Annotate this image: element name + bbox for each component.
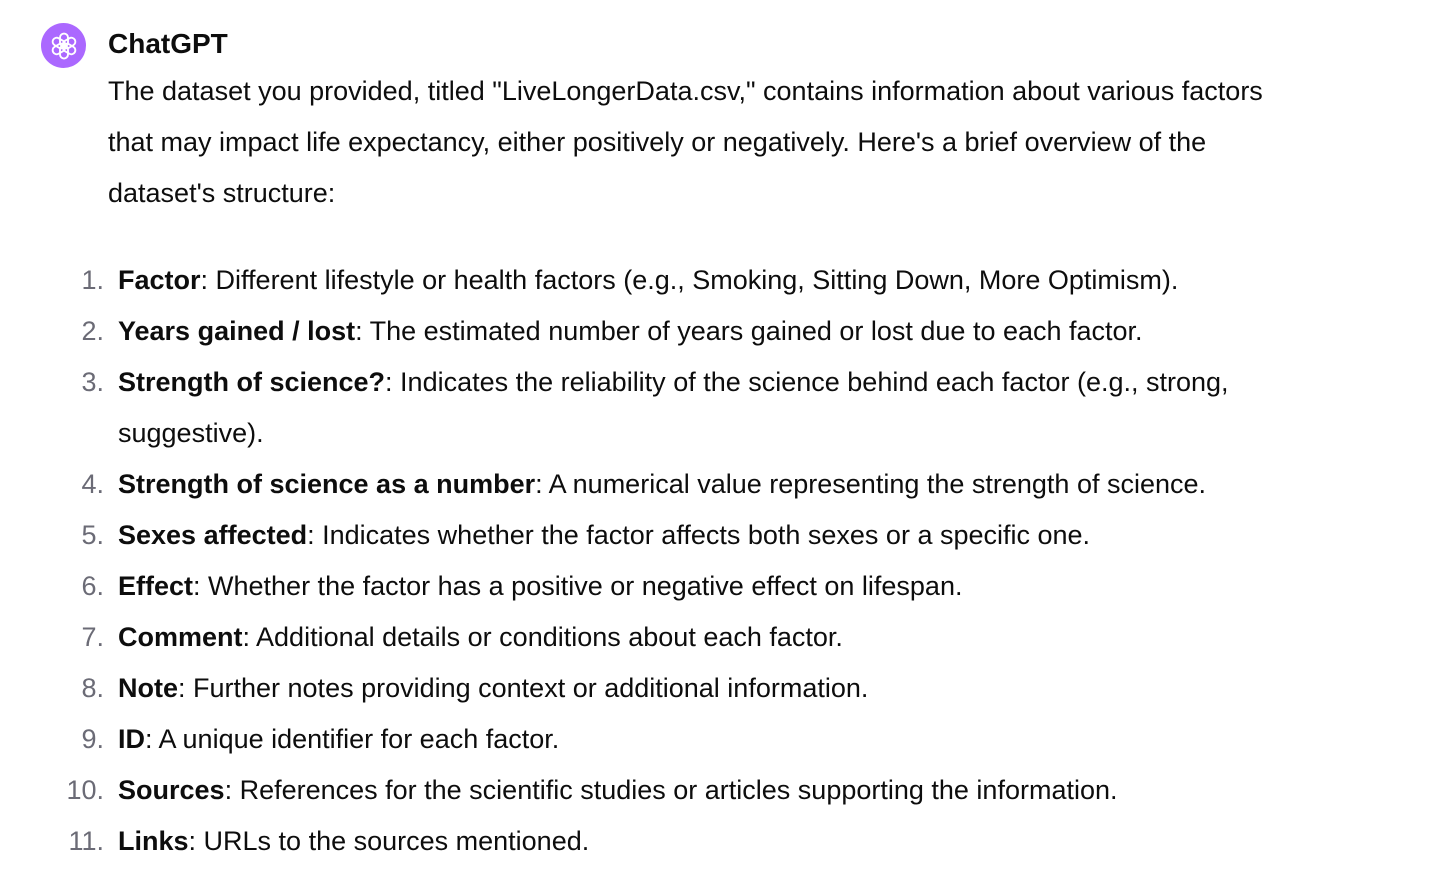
list-item-number: 6.	[81, 571, 104, 601]
list-item-line	[118, 561, 1400, 612]
list-item-body	[118, 765, 1400, 816]
list-item-number: 3.	[81, 367, 104, 397]
field-name: Strength of science as a number	[118, 469, 536, 499]
list-item	[0, 561, 1400, 612]
field-description: : Further notes providing context or additional information.	[178, 673, 869, 703]
list-item-line	[118, 714, 1400, 765]
field-name: Effect	[118, 571, 194, 601]
list-item	[0, 612, 1400, 663]
field-name: Links	[118, 826, 189, 856]
list-item-number: 7.	[81, 622, 104, 652]
list-item-body	[118, 306, 1400, 357]
list-item	[0, 357, 1400, 459]
list-item-body	[118, 816, 1400, 867]
list-item-body	[118, 459, 1400, 510]
list-item-line	[118, 408, 1400, 459]
list-item-number: 5.	[81, 520, 104, 550]
list-item	[0, 816, 1400, 867]
list-item-line	[118, 306, 1400, 357]
list-item-body	[118, 255, 1400, 306]
list-item	[0, 765, 1400, 816]
field-description: : A unique identifier for each factor.	[145, 724, 560, 754]
field-name: Strength of science?	[118, 367, 386, 397]
list-item-body	[118, 561, 1400, 612]
list-item-line	[118, 255, 1400, 306]
field-name: Sources	[118, 775, 225, 805]
list-item-line	[118, 612, 1400, 663]
field-name: ID	[118, 724, 145, 754]
field-description: : Indicates the reliability of the science behind each factor (e.g., strong,	[385, 367, 1229, 397]
list-item-number: 10.	[66, 775, 104, 805]
avatar	[41, 23, 86, 68]
field-description: : References for the scientific studies or articles supporting the information.	[224, 775, 1118, 805]
list-item-body	[118, 357, 1400, 459]
field-name: Sexes affected	[118, 520, 308, 550]
field-description: : Whether the factor has a positive or negative effect on lifespan.	[193, 571, 963, 601]
field-description: : Indicates whether the factor affects both sexes or a specific one.	[307, 520, 1091, 550]
list-item-line	[118, 765, 1400, 816]
field-description: suggestive).	[118, 418, 264, 448]
field-list	[0, 255, 1400, 867]
list-item	[0, 255, 1400, 306]
field-name: Factor	[118, 265, 201, 295]
list-item-body	[118, 714, 1400, 765]
field-name: Comment	[118, 622, 243, 652]
list-item-body	[118, 510, 1400, 561]
list-item-line	[118, 663, 1400, 714]
field-name: Years gained / lost	[118, 316, 356, 346]
list-item	[0, 306, 1400, 357]
intro-line: The dataset you provided, titled "LiveLongerData.csv," contains information about various factors	[108, 76, 1263, 106]
list-item	[0, 459, 1400, 510]
intro-line: dataset's structure:	[108, 178, 336, 208]
list-item	[0, 510, 1400, 561]
message-author: ChatGPT	[108, 28, 228, 59]
list-item-number: 1.	[81, 265, 104, 295]
list-item-line	[118, 816, 1400, 867]
field-name: Note	[118, 673, 178, 703]
field-description: : A numerical value representing the strength of science.	[535, 469, 1207, 499]
intro-line: that may impact life expectancy, either positively or negatively. Here's a brief overview of the	[108, 127, 1207, 157]
list-item-body	[118, 612, 1400, 663]
field-description: : Additional details or conditions about each factor.	[242, 622, 843, 652]
list-item-line	[118, 459, 1400, 510]
list-item-number: 11.	[68, 826, 104, 856]
intro-paragraph	[108, 66, 1408, 219]
list-item-body	[118, 663, 1400, 714]
list-item-number: 2.	[81, 316, 104, 346]
field-description: : The estimated number of years gained or lost due to each factor.	[355, 316, 1143, 346]
list-item-number: 9.	[81, 724, 104, 754]
list-item-line	[118, 357, 1400, 408]
openai-logo-icon	[49, 31, 79, 61]
field-description: : Different lifestyle or health factors (e.g., Smoking, Sitting Down, More Optimism).	[200, 265, 1179, 295]
list-item	[0, 714, 1400, 765]
list-item-line	[118, 510, 1400, 561]
list-item-number: 4.	[81, 469, 104, 499]
list-item	[0, 663, 1400, 714]
field-description: : URLs to the sources mentioned.	[188, 826, 590, 856]
list-item-number: 8.	[81, 673, 104, 703]
